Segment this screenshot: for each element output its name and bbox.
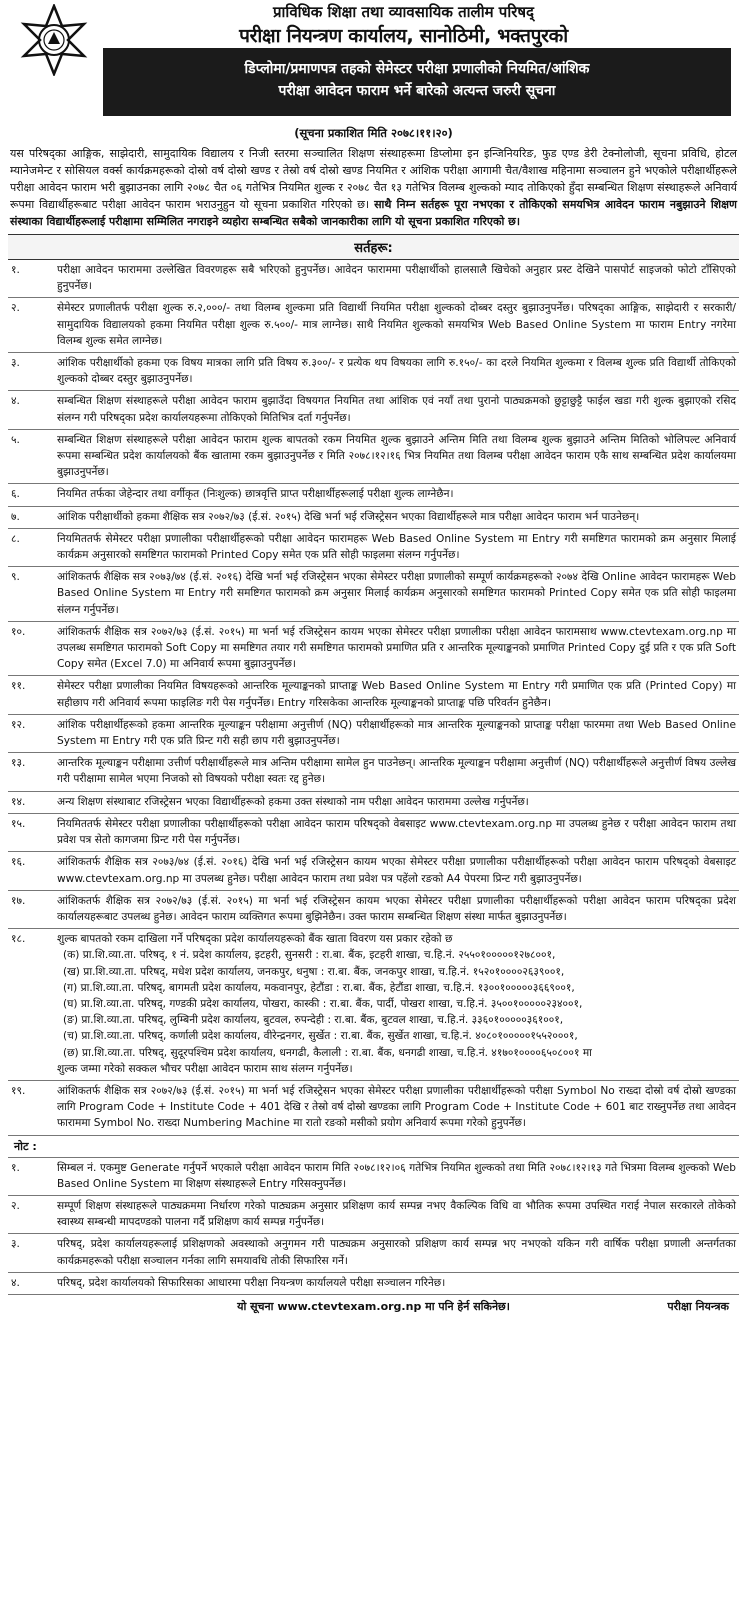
condition-text: नियमित तर्फका जेहेन्दार तथा वर्गीकृत (निःशुल्क) छात्रवृत्ति प्राप्त परीक्षार्थीहरूलाई परीक्षा शुल्क लाग्नेछैन। (54, 484, 739, 506)
condition-row (8, 298, 739, 353)
bank-account-item: (छ) प्रा.शि.व्या.ता. परिषद्, सुदूरपश्चिम प्रदेश कार्यालय, धनगढी, कैलाली : रा.बा. बैंक, धनगढी शाखा, च.हि.नं. ४१७०१००००६५०८००१ मा (63, 1046, 592, 1059)
condition-row (8, 791, 739, 813)
condition-text: सिम्बल नं. एकमुष्ट Generate गर्नुपर्ने भएकाले परीक्षा आवेदन फाराम मिति २०७८।१२।०६ गतेभित्र नियमित शुल्कको तथा मिति २०७८।१२।१३ गते भित्रमा विलम्ब शुल्कको Web Based Online System मा शिक्षण संस्थाहरूले Entry गरिसक्नुपर्नेछ। (54, 1158, 739, 1196)
note-row (8, 1234, 739, 1272)
bank-details-lead: शुल्क बापतको रकम दाखिला गर्ने परिषद्का प्रदेश कार्यालयहरूको बैंक खाता विवरण यस प्रकार रहेको छ (57, 933, 453, 946)
condition-row (8, 391, 739, 429)
intro-paragraph (10, 145, 737, 230)
bank-account-list (57, 947, 736, 1060)
condition-text: सम्बन्धित शिक्षण संस्थाहरूले परीक्षा आवेदन फाराम शुल्क बापतको रकम नियमित शुल्क बुझाउने अन्तिम मिति तथा विलम्ब शुल्क बुझाउने अन्तिम मितिको भोलिपल्ट अनिवार्य रूपमा सम्बन्धित प्रदेश कार्यालयको बैंक खातामा रकम बुझाउनुपर्नेछ र मिति २०७८।१२।१६ भित्र नियमित तथा विलम्ब परीक्षा आवेदन फाराम एकै साथ सम्बन्धित प्रदेश कार्यालयमा बुझाउनुपर्नेछ। (54, 429, 739, 484)
condition-row (8, 260, 739, 298)
condition-number: १. (8, 260, 54, 298)
condition-row (8, 484, 739, 506)
condition-row (8, 621, 739, 676)
intro-text: यस परिषद्का आङ्गिक, साझेदारी, सामुदायिक विद्यालय र निजी स्तरमा सञ्चालित शिक्षण संस्थाहरूमा डिप्लोमा इन इन्जिनियरिङ, फुड एण्ड डेरी टेक्नोलोजी, सूचना प्रविधि, होटल म्यानेजमेन्ट र सोसियल वर्क्स कार्यक्रमहरूको दोस्रो वर्ष दोस्रो खण्ड र तेस्रो वर्ष दोस्रो खण्ड नियमित र आंशिक परीक्षा आगामी चैत/वैशाख महिनामा सञ्चालन हुने भएकोले परीक्षार्थीहरूले परीक्षा आवेदन फाराम भरी बुझाउनका लागि २०७८ चैत ०६ गतेभित्र नियमित शुल्क र २०७८ चैत १३ गतेभित्र विलम्ब शुल्कको म्याद तोकिएको हुँदा सम्बन्धित शिक्षण संस्थाहरूले अनिवार्य रूपमा विद्यार्थीहरूबाट परीक्षा आवेदन फाराम भराउनुहुन यो सूचना प्रकाशित गरिएको छ। (10, 147, 737, 211)
condition-row (8, 429, 739, 484)
condition-text: सेमेस्टर प्रणालीतर्फ परीक्षा शुल्क रु.२,०००/- तथा विलम्ब शुल्कमा प्रति विद्यार्थी नियमित परीक्षा शुल्कको दोब्बर दस्तुर बुझाउनुपर्नेछ। परिषद्का आङ्गिक, साझेदारी र सरकारी/सामुदायिक विद्यालयको हकमा नियमित परीक्षा शुल्क रु.५००/- मात्र लाग्नेछ। साथै नियमित शुल्कको समयभित्र Web Based Online System मा फाराम Entry नगरेमा विलम्ब शुल्क समेत लाग्नेछ। (54, 298, 739, 353)
signature-title: परीक्षा नियन्त्रक (667, 1299, 729, 1313)
condition-text: आंशिकतर्फ शैक्षिक सत्र २०७२/७३ (ई.सं. २०१५) मा भर्ना भई रजिस्ट्रेसन भएका सेमेस्टर परीक्षा प्रणालीका परीक्षार्थीहरूको परीक्षा Symbol No राख्दा दोस्रो वर्ष दोस्रो खण्डका लागि Program Code + Institute Code + 401 देखि र तेस्रो वर्ष दोस्रो खण्डका लागि Program Code + Institute Code + 601 बाट राख्नुपर्नेछ तथा आवेदन फाराममा Symbol No. राख्दा Numbering Machine मा रातो रङको मसीको प्रयोग अनिवार्य रूपमा गरेको हुनुपर्नेछ। (54, 1080, 739, 1135)
bank-account-item: (ग) प्रा.शि.व्या.ता. परिषद्, बागमती प्रदेश कार्यालय, मकवानपुर, हेटौंडा : रा.बा. बैंक, हेटौंडा शाखा, च.हि.नं. १३००१०००००३६६९००१, (63, 981, 575, 994)
condition-number: १०. (8, 621, 54, 676)
condition-number: १५. (8, 813, 54, 851)
condition-row (8, 890, 739, 928)
header (8, 0, 739, 120)
condition-row (8, 813, 739, 851)
condition-row-19 (8, 1080, 739, 1135)
condition-row (8, 528, 739, 566)
bank-details-tail: शुल्क जम्मा गरेको सक्कल भौचर परीक्षा आवेदन फाराम साथ संलग्न गर्नुपर्नेछ। (57, 1062, 353, 1075)
bank-account-item: (क) प्रा.शि.व्या.ता. परिषद्, १ नं. प्रदेश कार्यालय, इटहरी, सुनसरी : रा.बा. बैंक, इटहरी शाखा, च.हि.नं. २५५०१०००००१२७८००१, (63, 949, 556, 962)
bank-details-cell (54, 929, 739, 1081)
website-line: यो सूचना www.ctevtexam.org.np मा पनि हेर्न सकिनेछ। (237, 1299, 510, 1313)
office-name: परीक्षा नियन्त्रण कार्यालय, सानोठिमी, भक्तपुरको (239, 25, 568, 47)
condition-row (8, 753, 739, 791)
condition-row-18 (8, 929, 739, 1081)
condition-number: १९. (8, 1080, 54, 1135)
condition-number: ७. (8, 506, 54, 528)
bank-account-item: (ख) प्रा.शि.व्या.ता. परिषद्, मधेश प्रदेश कार्यालय, जनकपुर, धनुषा : रा.बा. बैंक, जनकपुर शाखा, च.हि.नं. १५२०१००००२६३९००१, (63, 965, 565, 978)
note-row (8, 1272, 739, 1294)
notice-title-line2: परीक्षा आवेदन फाराम भर्ने बारेको अत्यन्त जरुरी सूचना (278, 83, 556, 99)
condition-number: २. (8, 1195, 54, 1233)
condition-number: ३. (8, 353, 54, 391)
condition-number: १७. (8, 890, 54, 928)
condition-text: आंशिक परीक्षार्थीको हकमा शैक्षिक सत्र २०७२/७३ (ई.सं. २०१५) देखि भर्ना भई रजिस्ट्रेसन भएका विद्यार्थीहरूले मात्र परीक्षा आवेदन फाराम भर्न पाउनेछन्। (54, 506, 739, 528)
condition-number: ६. (8, 484, 54, 506)
condition-number: ३. (8, 1234, 54, 1272)
condition-text: परिषद्, प्रदेश कार्यालयहरूलाई प्रशिक्षणको अवस्थाको अनुगमन गरी पाठ्यक्रम अनुसारको प्रशिक्षण कार्य सम्पन्न भए नभएको यकिन गरी वार्षिक परीक्षा प्रणाली अन्तर्गतका कार्यक्रमहरूको परीक्षा सञ्चालन गर्नका लागि समयावधि तोकी सिफारिस गर्ने। (54, 1234, 739, 1272)
organization-name: प्राविधिक शिक्षा तथा व्यावसायिक तालीम परिषद् (273, 3, 534, 21)
condition-number: ११. (8, 676, 54, 714)
condition-number: ५. (8, 429, 54, 484)
condition-text: परिषद्, प्रदेश कार्यालयको सिफारिसका आधारमा परीक्षा नियन्त्रण कार्यालयले परीक्षा सञ्चालन गरिनेछ। (54, 1272, 739, 1294)
condition-number: २. (8, 298, 54, 353)
condition-text: आंशिकतर्फ शैक्षिक सत्र २०७३/७४ (ई.सं. २०१६) देखि भर्ना भई रजिस्ट्रेसन भएका सेमेस्टर परीक्षा प्रणालीको सम्पूर्ण कार्यक्रमहरूको २०७४ देखि Online आवेदन फारामहरू Web Based Online System मा Entry गरी समष्टिगत फारामको क्रम अनुसार मिलाई कार्यक्रम अनुसारको समष्टिगत फारामको Printed Copy समेत एक प्रति सोही फाइलमा संलग्न गर्नुपर्नेछ। (54, 567, 739, 622)
condition-number: १. (8, 1158, 54, 1196)
conditions-heading: सर्तहरू: (8, 234, 739, 260)
condition-text: आंशिकतर्फ शैक्षिक सत्र २०७२/७३ (ई.सं. २०१५) मा भर्ना भई रजिस्ट्रेसन कायम भएका सेमेस्टर परीक्षा प्रणालीका परीक्षा आवेदन फारामसाथ www.ctevtexam.org.np मा उपलब्ध समष्टिगत फारामको Soft Copy मा समष्टिगत तयार गरी समष्टिगत फारामको प्रमाणित प्रति र आन्तरिक मूल्याङ्कनको प्रमाणित Printed Copy दुई प्रति र एक प्रति Soft Copy समेत (Excel 7.0) मा अनिवार्य रूपमा बुझाउनुपर्नेछ। (54, 621, 739, 676)
condition-text: परीक्षा आवेदन फाराममा उल्लेखित विवरणहरू सबै भरिएको हुनुपर्नेछ। आवेदन फाराममा परीक्षार्थीको हालसालै खिचेको अनुहार प्रस्ट देखिने पासपोर्ट साइजको फोटो टाँसिएको हुनुपर्नेछ। (54, 260, 739, 298)
note-row (8, 1158, 739, 1196)
condition-text: आंशिकतर्फ शैक्षिक सत्र २०७३/७४ (ई.सं. २०१६) देखि भर्ना भई रजिस्ट्रेसन कायम भएका सेमेस्टर परीक्षा प्रणालीका परीक्षार्थीहरूको परीक्षा आवेदन फाराम परिषद्को वेबसाइट www.ctevtexam.org.np मा उपलब्ध हुनेछ। परीक्षा आवेदन फाराम तथा प्रवेश पत्र पहेंलो रङको A4 पेपरमा प्रिन्ट गरी बुझाउनुपर्नेछ। (54, 852, 739, 890)
notes-table (8, 1158, 739, 1295)
conditions-table (8, 260, 739, 1136)
bank-account-item: (च) प्रा.शि.व्या.ता. परिषद्, कर्णाली प्रदेश कार्यालय, वीरेन्द्रनगर, सुर्खेत : रा.बा. बैंक, सुर्खेत शाखा, च.हि.नं. ४०८०१०००००१५५२०००१, (63, 1030, 578, 1043)
notice-title-line1: डिप्लोमा/प्रमाणपत्र तहको सेमेस्टर परीक्षा प्रणालीको नियमित/आंशिक (244, 61, 590, 77)
note-row (8, 1195, 739, 1233)
condition-text: आंशिक परीक्षार्थीको हकमा एक विषय मात्रका लागि प्रति विषय रु.३००/- र प्रत्येक थप विषयका लागि रु.१५०/- का दरले नियमित शुल्कमा र विलम्ब शुल्क प्रति विद्यार्थी तोकिएको शुल्कको दोब्बर दस्तुर बुझाउनुपर्नेछ। (54, 353, 739, 391)
publication-date: (सूचना प्रकाशित मिति २०७८।११।२०) (294, 126, 453, 140)
condition-text: नियमिततर्फ सेमेस्टर परीक्षा प्रणालीका परीक्षार्थीहरूको परीक्षा आवेदन फारामहरू Web Based Online System मा Entry गरी समष्टिगत फारामको क्रम अनुसार मिलाई कार्यक्रम अनुसारको समष्टिगत फारामको Printed Copy समेत एक प्रति सोही फाइलमा संलग्न गर्नुपर्नेछ। (54, 528, 739, 566)
condition-text: अन्य शिक्षण संस्थाबाट रजिस्ट्रेसन भएका विद्यार्थीहरूको हकमा उक्त संस्थाको नाम परीक्षा आवेदन फाराममा उल्लेख गर्नुपर्नेछ। (54, 791, 739, 813)
bank-account-item: (ङ) प्रा.शि.व्या.ता. परिषद्, लुम्बिनी प्रदेश कार्यालय, बुटवल, रुपन्देही : रा.बा. बैंक, बुटवल शाखा, च.हि.नं. ३३६०१०००००३६१००१, (63, 1014, 564, 1027)
condition-text: सेमेस्टर परीक्षा प्रणालीका नियमित विषयहरूको आन्तरिक मूल्याङ्कनको प्राप्ताङ्क Web Based Online System मा Entry गरी प्रमाणित एक प्रति (Printed Copy) मा सहीछाप गरी अनिवार्य रूपमा फाइलिङ गरी पेस गर्नुपर्नेछ। Entry गरिसकेका आन्तरिक मूल्याङ्कनको प्राप्ताङ्क पछि परिवर्तन हुनेछैन। (54, 676, 739, 714)
condition-number: १८. (8, 929, 54, 1081)
condition-row (8, 506, 739, 528)
condition-text: सम्बन्धित शिक्षण संस्थाहरूले परीक्षा आवेदन फाराम बुझाउँदा विषयगत नियमित तथा आंशिक एवं नयाँ तथा पुरानो पाठ्यक्रमको छुट्टाछुट्टै फाईल खडा गरी शुल्क बुझाएको रसिद संलग्न गरी परिषद्का प्रदेश कार्यालयहरूमा तोकिएको मितिभित्र दर्ता गर्नुपर्नेछ। (54, 391, 739, 429)
condition-row (8, 714, 739, 752)
condition-text: नियमिततर्फ सेमेस्टर परीक्षा प्रणालीका परीक्षार्थीहरूको परीक्षा आवेदन फाराम परिषद्को वेबसाइट www.ctevtexam.org.np मा उपलब्ध हुनेछ र परीक्षा आवेदन फाराम तथा प्रवेश पत्र सेतो कागजमा प्रिन्ट गरी पेस गर्नुपर्नेछ। (54, 813, 739, 851)
condition-text: सम्पूर्ण शिक्षण संस्थाहरूले पाठ्यक्रममा निर्धारण गरेको पाठ्यक्रम अनुसार प्रशिक्षण कार्य सम्पन्न नभए वैकल्पिक विधि वा भौतिक रूपमा उपस्थित गराई नेपाल सरकारले तोकेको स्वास्थ्य सम्बन्धी मापदण्डको पालना गर्दै प्रशिक्षण कार्य सम्पन्न गर्नुपर्नेछ। (54, 1195, 739, 1233)
notice-page (8, 0, 739, 1319)
condition-row (8, 353, 739, 391)
condition-number: ४. (8, 1272, 54, 1294)
bank-account-item: (घ) प्रा.शि.व्या.ता. परिषद्, गण्डकी प्रदेश कार्यालय, पोखरा, कास्की : रा.बा. बैंक, पार्दी, पोखरा शाखा, च.हि.नं. ३५००१०००००२३४००१, (63, 997, 583, 1010)
condition-number: ८. (8, 528, 54, 566)
intro-bold-text: साथै निम्न सर्तहरू पूरा नभएका र तोकिएको समयभित्र आवेदन फाराम नबुझाउने शिक्षण संस्थाका विद्यार्थीहरूलाई परीक्षामा सम्मिलित नगराइने व्यहोरा सम्बन्धित सबैको जानकारीका लागि यो सूचना प्रकाशित गरिएको छ। (10, 198, 738, 228)
condition-number: ९. (8, 567, 54, 622)
condition-number: ४. (8, 391, 54, 429)
note-heading: नोट : (8, 1136, 739, 1158)
condition-number: १६. (8, 852, 54, 890)
condition-number: १४. (8, 791, 54, 813)
condition-row (8, 852, 739, 890)
condition-row (8, 676, 739, 714)
condition-text: आंशिकतर्फ शैक्षिक सत्र २०७२/७३ (ई.सं. २०१५) मा भर्ना भई रजिस्ट्रेसन कायम भएका सेमेस्टर परीक्षा प्रणालीका परीक्षार्थीहरूको परीक्षा आवेदन फाराम परिषद्का प्रदेश कार्यालयहरूबाट उपलब्ध हुनेछ। आवेदन फाराम व्यक्तिगत रूपमा बुझिनेछैन। उक्त फाराम सम्बन्धित शिक्षण संस्था मार्फत बुझाउनुपर्नेछ। (54, 890, 739, 928)
footer (8, 1295, 739, 1319)
notice-title-box (103, 48, 731, 116)
condition-number: १२. (8, 714, 54, 752)
condition-text: आंशिक परीक्षार्थीहरूको हकमा आन्तरिक मूल्याङ्कन परीक्षामा अनुत्तीर्ण (NQ) परीक्षार्थीहरूको मात्र आन्तरिक मूल्याङ्कनको प्राप्ताङ्क परीक्षा फारममा तथा Web Based Online System मा Entry गरी एक प्रति प्रिन्ट गरी सही छाप गरी बुझाउनुपर्नेछ। (54, 714, 739, 752)
condition-row (8, 567, 739, 622)
condition-text: आन्तरिक मूल्याङ्कन परीक्षामा उत्तीर्ण परीक्षार्थीहरूले मात्र अन्तिम परीक्षामा सामेल हुन पाउनेछन्। आन्तरिक मूल्याङ्कन परीक्षामा अनुत्तीर्ण (NQ) परीक्षार्थीहरूले अनुत्तीर्ण विषय उल्लेख गरी परीक्षामा सामेल भएमा निजको सो विषयको परीक्षा स्वतः रद्द हुनेछ। (54, 753, 739, 791)
condition-number: १३. (8, 753, 54, 791)
